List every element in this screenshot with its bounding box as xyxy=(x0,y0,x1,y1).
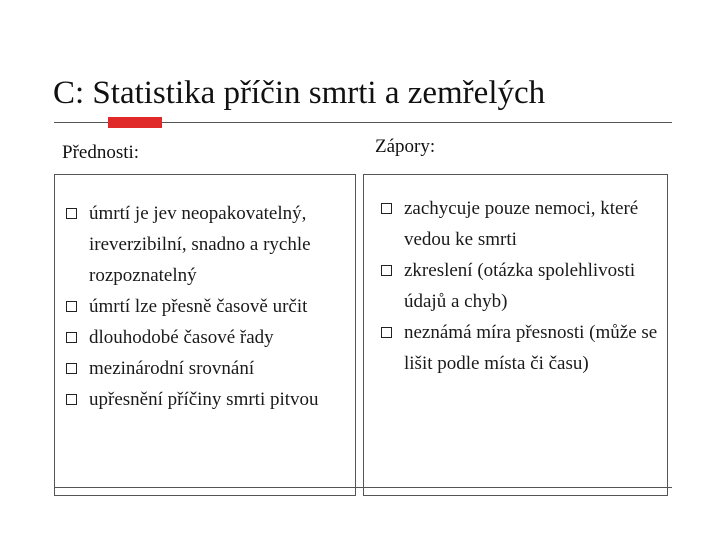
hollow-square-icon xyxy=(66,394,77,405)
advantage-text: dlouhodobé časové řady xyxy=(89,327,274,348)
disadvantage-item xyxy=(381,317,663,379)
hollow-square-icon xyxy=(66,301,77,312)
footer-divider xyxy=(54,487,672,488)
advantage-text: mezinárodní srovnání xyxy=(89,358,255,379)
advantage-text: úmrtí lze přesně časově určit xyxy=(89,296,308,317)
disadvantages-heading: Zápory: xyxy=(375,136,436,157)
disadvantage-text: zachycuje pouze nemoci, které vedou ke smrti xyxy=(404,198,639,250)
advantages-list xyxy=(66,198,352,415)
advantage-item xyxy=(66,291,352,322)
accent-bar xyxy=(108,117,162,128)
disadvantage-text: zkreslení (otázka spolehlivosti údajů a chyb) xyxy=(404,260,636,312)
advantage-item xyxy=(66,322,352,353)
advantage-item xyxy=(66,198,352,291)
slide-title: C: Statistika příčin smrti a zemřelých xyxy=(53,75,546,111)
disadvantage-text: neznámá míra přesnosti (může se lišit podle místa či času) xyxy=(404,322,658,374)
hollow-square-icon xyxy=(66,332,77,343)
disadvantage-item xyxy=(381,255,663,317)
hollow-square-icon xyxy=(381,265,392,276)
hollow-square-icon xyxy=(66,208,77,219)
advantage-text: úmrtí je jev neopakovatelný, ireverzibilní, snadno a rychle rozpoznatelný xyxy=(89,203,311,286)
disadvantages-list xyxy=(381,193,663,379)
advantage-text: upřesnění příčiny smrti pitvou xyxy=(89,389,319,410)
hollow-square-icon xyxy=(66,363,77,374)
advantage-item xyxy=(66,384,352,415)
advantages-heading: Přednosti: xyxy=(62,142,140,163)
hollow-square-icon xyxy=(381,203,392,214)
advantage-item xyxy=(66,353,352,384)
hollow-square-icon xyxy=(381,327,392,338)
disadvantage-item xyxy=(381,193,663,255)
